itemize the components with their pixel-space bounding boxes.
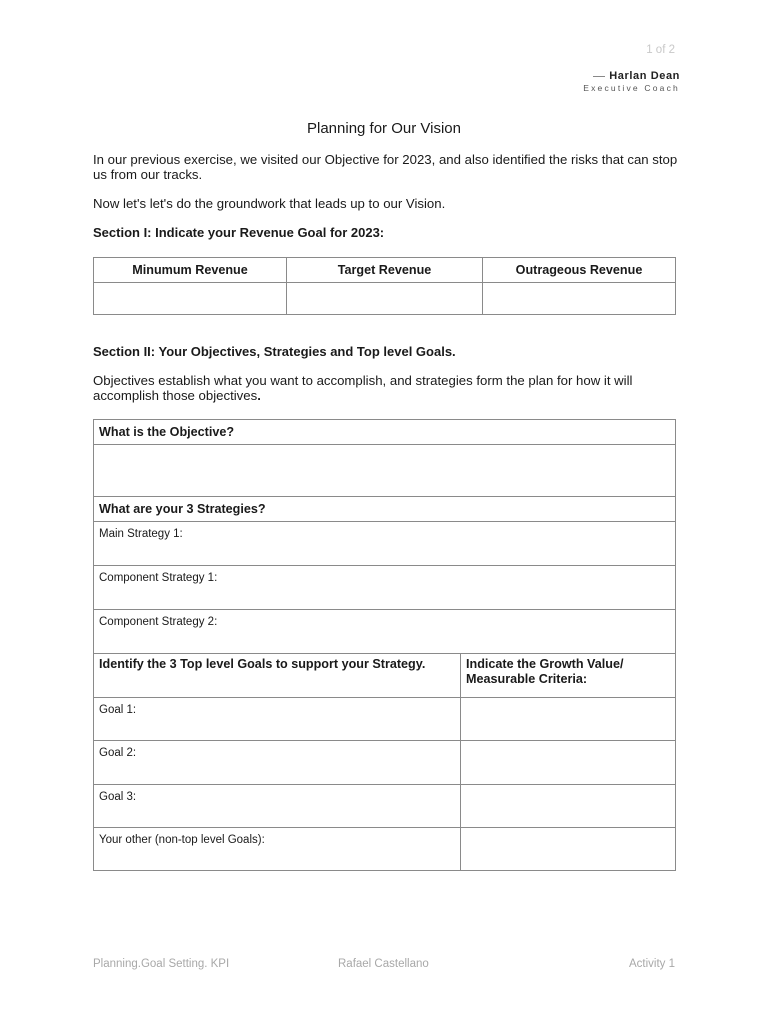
goal-row xyxy=(94,785,676,828)
objective-label: What is the Objective? xyxy=(94,420,676,445)
component-strategy-2-field[interactable]: Component Strategy 2: xyxy=(94,610,676,654)
revenue-column-target: Target Revenue xyxy=(287,258,483,283)
goal-1-criteria-field[interactable] xyxy=(461,698,676,741)
goal-3-criteria-field[interactable] xyxy=(461,785,676,828)
footer-activity: Activity 1 xyxy=(628,958,675,970)
strategies-label: What are your 3 Strategies? xyxy=(94,497,676,522)
objective-field[interactable] xyxy=(94,445,676,497)
brand-name: Harlan Dean xyxy=(609,70,680,82)
goal-row xyxy=(94,698,676,741)
minimum-revenue-field[interactable] xyxy=(94,283,287,315)
revenue-column-outrageous: Outrageous Revenue xyxy=(483,258,676,283)
objectives-strategies-table xyxy=(93,419,676,871)
page-title: Planning for Our Vision xyxy=(307,120,461,137)
goal-1-field[interactable]: Goal 1: xyxy=(94,698,461,741)
revenue-header-row xyxy=(94,258,676,283)
section-2-description xyxy=(93,373,683,403)
intro-paragraph-2: Now let's let's do the groundwork that leads up to our Vision. xyxy=(93,196,446,211)
goal-3-field[interactable]: Goal 3: xyxy=(94,785,461,828)
revenue-input-row xyxy=(94,283,676,315)
goal-2-criteria-field[interactable] xyxy=(461,741,676,785)
revenue-column-minimum: Minumum Revenue xyxy=(94,258,287,283)
goal-row xyxy=(94,741,676,785)
outrageous-revenue-field[interactable] xyxy=(483,283,676,315)
revenue-goal-table xyxy=(93,257,676,315)
section-1-heading: Section I: Indicate your Revenue Goal for 2023: xyxy=(93,225,385,240)
brand-dash xyxy=(593,76,605,77)
brand-subtitle: Executive Coach xyxy=(583,83,680,93)
growth-value-header: Indicate the Growth Value/ Measurable Criteria: xyxy=(461,654,676,698)
section-2-heading: Section II: Your Objectives, Strategies and Top level Goals. xyxy=(93,344,456,359)
brand-logo xyxy=(560,70,680,93)
section-2-description-text: Objectives establish what you want to accomplish, and strategies form the plan for how it will accomplish those objectives xyxy=(93,373,633,403)
goal-2-field[interactable]: Goal 2: xyxy=(94,741,461,785)
section-2-description-period: . xyxy=(257,388,261,403)
goal-row xyxy=(94,828,676,871)
goals-header: Identify the 3 Top level Goals to support your Strategy. xyxy=(94,654,461,698)
footer-author: Rafael Castellano xyxy=(338,958,429,970)
target-revenue-field[interactable] xyxy=(287,283,483,315)
page-number: 1 of 2 xyxy=(646,44,675,56)
other-goals-field[interactable]: Your other (non-top level Goals): xyxy=(94,828,461,871)
main-strategy-1-field[interactable]: Main Strategy 1: xyxy=(94,522,676,566)
footer-left-text: Planning.Goal Setting. KPI xyxy=(93,958,230,970)
component-strategy-1-field[interactable]: Component Strategy 1: xyxy=(94,566,676,610)
intro-paragraph-1: In our previous exercise, we visited our Objective for 2023, and also identified the risks that can stop us from our tracks. xyxy=(93,152,678,182)
other-goals-criteria-field[interactable] xyxy=(461,828,676,871)
